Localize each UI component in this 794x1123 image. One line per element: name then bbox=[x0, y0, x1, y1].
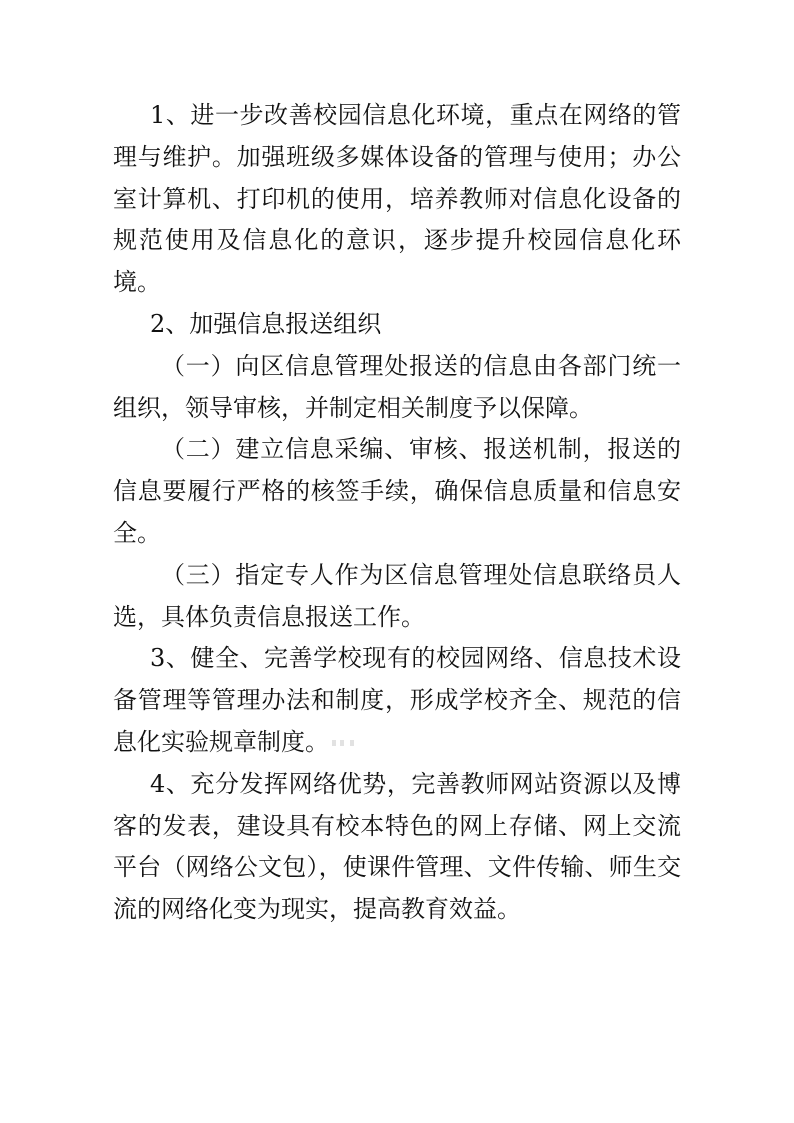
paragraph-item-1: 1、进一步改善校园信息化环境，重点在网络的管理与维护。加强班级多媒体设备的管理与使用；办公室计算机、打印机的使用，培养教师对信息化设备的规范使用及信息化的意识，逐步提升校园信息化环境。 bbox=[113, 101, 681, 297]
paragraph-item-4: 4、充分发挥网络优势，完善教师网站资源以及博客的发表，建设具有校本特色的网上存储、网上交流平台（网络公文包），使课件管理、文件传输、师生交流的网络化变为现实，提高教育效益。 bbox=[113, 769, 681, 924]
faint-scan-mark bbox=[332, 740, 362, 748]
paragraph-item-2: 2、加强信息报送组织 bbox=[150, 309, 382, 338]
paragraph-item-2-3: （三）指定专人作为区信息管理处信息联络员人选，具体负责信息报送工作。 bbox=[113, 560, 681, 631]
document-body bbox=[113, 95, 681, 931]
paragraph-item-2-2: （二）建立信息采编、审核、报送机制，报送的信息要履行严格的核签手续，确保信息质量和信息安全。 bbox=[113, 435, 681, 547]
paragraph-item-2-1: （一）向区信息管理处报送的信息由各部门统一组织，领导审核，并制定相关制度予以保障。 bbox=[113, 351, 681, 422]
paragraph-item-3: 3、健全、完善学校现有的校园网络、信息技术设备管理等管理办法和制度，形成学校齐全、规范的信息化实验规章制度。 bbox=[113, 644, 681, 756]
